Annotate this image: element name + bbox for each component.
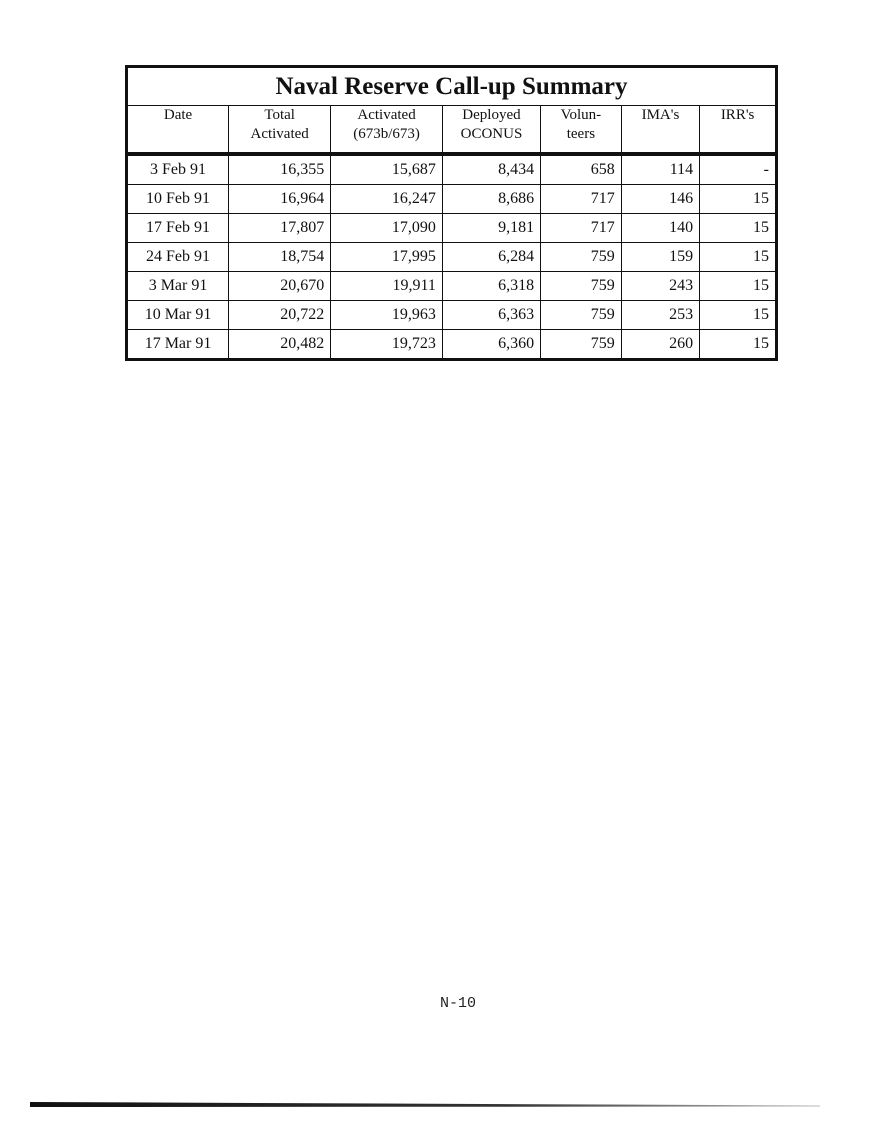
column-header	[127, 106, 229, 155]
value-cell: 759	[541, 330, 622, 360]
column-header-line: IRR's	[720, 107, 755, 123]
value-cell: 8,686	[442, 185, 540, 214]
value-cell: 717	[541, 185, 622, 214]
value-cell: 260	[621, 330, 699, 360]
value-cell: 15	[700, 330, 777, 360]
value-cell: 140	[621, 214, 699, 243]
value-cell: 17,090	[331, 214, 443, 243]
column-header	[700, 106, 777, 155]
value-cell: 9,181	[442, 214, 540, 243]
value-cell: 6,363	[442, 301, 540, 330]
date-cell: 10 Feb 91	[127, 185, 229, 214]
value-cell: 20,722	[229, 301, 331, 330]
page-number: N-10	[440, 995, 477, 1012]
table-row	[127, 243, 777, 272]
column-header-line: IMA's	[641, 107, 680, 123]
value-cell: 16,355	[229, 154, 331, 185]
column-header-line: Volun-	[560, 107, 602, 123]
column-header-line: Deployed	[462, 107, 521, 123]
value-cell: 15	[700, 185, 777, 214]
table-row	[127, 214, 777, 243]
table-row	[127, 154, 777, 185]
value-cell: 18,754	[229, 243, 331, 272]
value-cell: 146	[621, 185, 699, 214]
value-cell: 15	[700, 272, 777, 301]
column-header	[331, 106, 443, 155]
value-cell: 20,670	[229, 272, 331, 301]
value-cell: -	[700, 154, 777, 185]
table-row	[127, 272, 777, 301]
value-cell: 19,963	[331, 301, 443, 330]
table-row	[127, 301, 777, 330]
value-cell: 16,964	[229, 185, 331, 214]
value-cell: 19,911	[331, 272, 443, 301]
column-header-line: Date	[163, 107, 193, 123]
value-cell: 15	[700, 243, 777, 272]
value-cell: 15	[700, 214, 777, 243]
date-cell: 3 Mar 91	[127, 272, 229, 301]
table-row	[127, 185, 777, 214]
value-cell: 114	[621, 154, 699, 185]
value-cell: 17,995	[331, 243, 443, 272]
value-cell: 759	[541, 272, 622, 301]
value-cell: 6,318	[442, 272, 540, 301]
value-cell: 253	[621, 301, 699, 330]
date-cell: 10 Mar 91	[127, 301, 229, 330]
value-cell: 759	[541, 301, 622, 330]
date-cell: 17 Feb 91	[127, 214, 229, 243]
value-cell: 16,247	[331, 185, 443, 214]
column-header	[621, 106, 699, 155]
call-up-summary-table	[125, 65, 778, 361]
table-row	[127, 330, 777, 360]
table-title: Naval Reserve Call-up Summary	[127, 67, 777, 106]
column-header-line: Activated	[357, 107, 416, 123]
column-header	[442, 106, 540, 155]
value-cell: 17,807	[229, 214, 331, 243]
value-cell: 15	[700, 301, 777, 330]
column-header-line: Total	[264, 107, 295, 123]
value-cell: 759	[541, 243, 622, 272]
value-cell: 15,687	[331, 154, 443, 185]
date-cell: 3 Feb 91	[127, 154, 229, 185]
value-cell: 243	[621, 272, 699, 301]
bottom-rule	[30, 1102, 820, 1107]
column-header-line: Activated	[250, 126, 309, 142]
column-header-line: teers	[566, 126, 596, 142]
value-cell: 717	[541, 214, 622, 243]
header-row	[127, 106, 777, 155]
date-cell: 24 Feb 91	[127, 243, 229, 272]
column-header	[541, 106, 622, 155]
value-cell: 20,482	[229, 330, 331, 360]
value-cell: 6,284	[442, 243, 540, 272]
column-header-line: (673b/673)	[353, 126, 420, 142]
value-cell: 658	[541, 154, 622, 185]
value-cell: 8,434	[442, 154, 540, 185]
value-cell: 19,723	[331, 330, 443, 360]
date-cell: 17 Mar 91	[127, 330, 229, 360]
column-header-line: OCONUS	[460, 126, 523, 142]
value-cell: 6,360	[442, 330, 540, 360]
column-header	[229, 106, 331, 155]
value-cell: 159	[621, 243, 699, 272]
